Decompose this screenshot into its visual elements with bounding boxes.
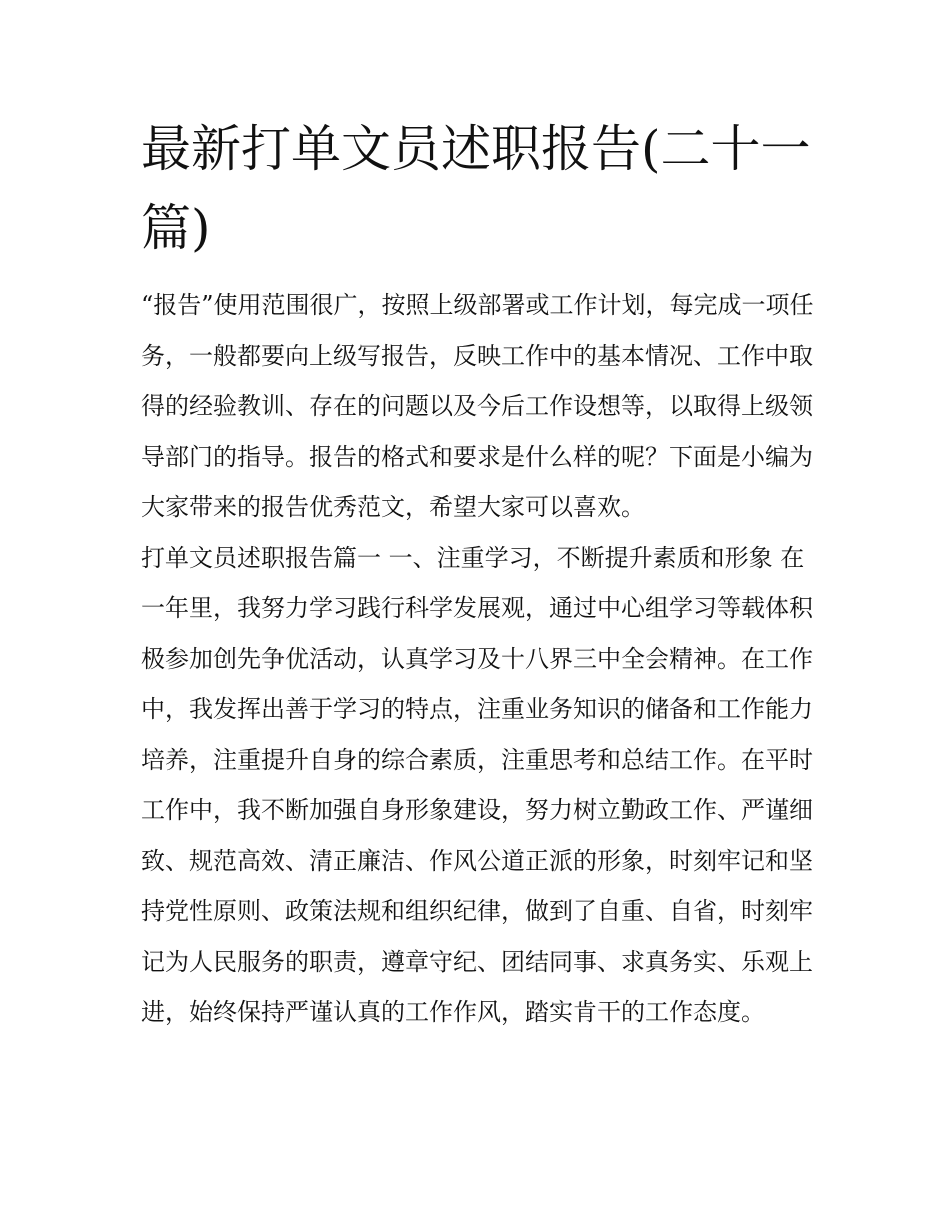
intro-paragraph: “报告”使用范围很广，按照上级部署或工作计划，每完成一项任务，一般都要向上级写报告，反映工作中的基本情况、工作中取得的经验教训、存在的问题以及今后工作设想等，以取得上级领导部门的指导。报告的格式和要求是什么样的呢？下面是小编为大家带来的报告优秀范文，希望大家可以喜欢。 [141,291,814,521]
document-title: 最新打单文员述职报告(二十一篇) [141,120,811,257]
document-body [141,280,821,1038]
report-paragraph: 打单文员述职报告篇一 一、注重学习，不断提升素质和形象 在一年里，我努力学习践行科学发展观，通过中心组学习等载体积极参加创先争优活动，认真学习及十八界三中全会精神。在工作中，我发挥出善于学习的特点，注重业务知识的储备和工作能力培养，注重提升自身的综合素质，注重思考和总结工作。在平时工作中，我不断加强自身形象建设，努力树立勤政工作、严谨细致、规范高效、清正廉洁、作风公道正派的形象，时刻牢记和坚持党性原则、政策法规和组织纪律，做到了自重、自省，时刻牢记为人民服务的职责，遵章守纪、团结同事、求真务实、乐观上进，始终保持严谨认真的工作作风，踏实肯干的工作态度。 [141,543,813,1026]
